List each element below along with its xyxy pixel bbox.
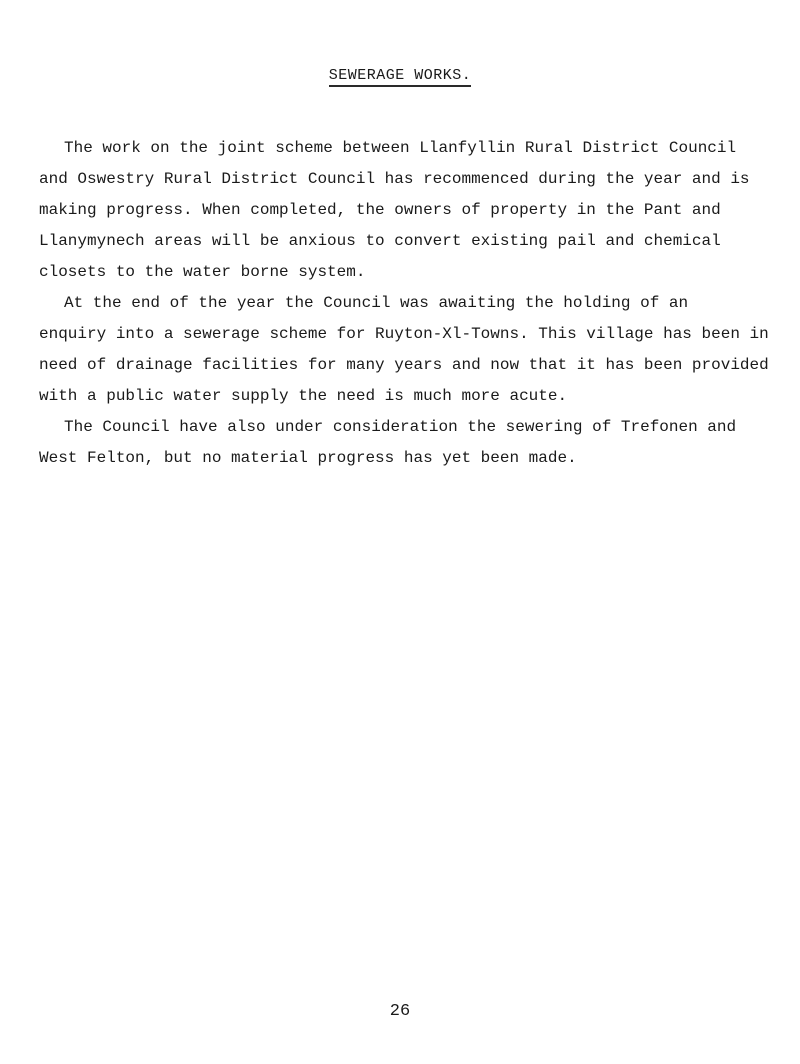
body-line: The work on the joint scheme between Llanfyllin Rural District Council: [64, 139, 737, 157]
body-line: At the end of the year the Council was awaiting the holding of an: [64, 294, 689, 312]
body-line: closets to the water borne system.: [39, 263, 366, 281]
page-number: 26: [389, 1002, 411, 1021]
body-line: need of drainage facilities for many years and now that it has been provided: [39, 356, 769, 374]
body-line: and Oswestry Rural District Council has recommenced during the year and is: [39, 170, 750, 188]
section-heading: SEWERAGE WORKS.: [329, 67, 472, 87]
body-line: Llanymynech areas will be anxious to convert existing pail and chemical: [39, 232, 721, 250]
body-line: making progress. When completed, the owners of property in the Pant and: [39, 201, 721, 219]
heading-container: [0, 66, 800, 87]
body-line: West Felton, but no material progress has yet been made.: [39, 449, 577, 467]
body-line: The Council have also under consideration the sewering of Trefonen and: [64, 418, 737, 436]
body-line: with a public water supply the need is much more acute.: [39, 387, 568, 405]
body-line: enquiry into a sewerage scheme for Ruyton-Xl-Towns. This village has been in: [39, 325, 769, 343]
